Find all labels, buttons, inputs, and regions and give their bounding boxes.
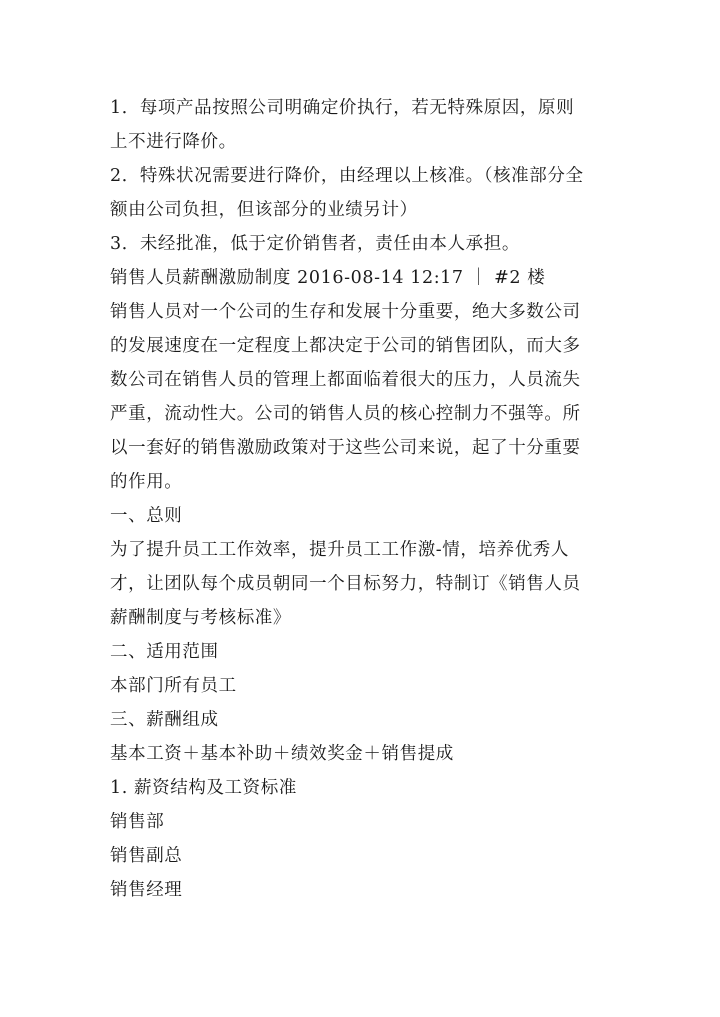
post-header: 销售人员薪酬激励制度 2016-08-14 12:17 ｜ #2 楼 (110, 268, 546, 288)
text-line: 2．特殊状况需要进行降价，由经理以上核准。（核准部分全 (110, 166, 584, 186)
text-line: 才，让团队每个成员朝同一个目标努力，特制订《销售人员 (110, 574, 581, 594)
text-line: 的作用。 (110, 472, 183, 492)
text-line: 严重，流动性大。公司的销售人员的核心控制力不强等。所 (110, 404, 581, 424)
text-line: 1．每项产品按照公司明确定价执行，若无特殊原因，原则 (110, 98, 575, 118)
text-line: 本部门所有员工 (110, 676, 237, 696)
text-line: 销售经理 (110, 880, 183, 900)
text-line: 的发展速度在一定程度上都决定于公司的销售团队，而大多 (110, 336, 581, 356)
text-line: 3．未经批准，低于定价销售者，责任由本人承担。 (110, 234, 520, 254)
text-line: 为了提升员工工作效率，提升员工工作激-情，培养优秀人 (110, 540, 570, 560)
text-line: 以一套好的销售激励政策对于这些公司来说，起了十分重要 (110, 438, 581, 458)
document-body (110, 91, 620, 907)
text-line: 销售副总 (110, 846, 183, 866)
section-heading: 三、薪酬组成 (110, 710, 219, 730)
text-line: 基本工资＋基本补助＋绩效奖金＋销售提成 (110, 744, 454, 764)
subsection-heading: 1. 薪资结构及工资标准 (110, 778, 297, 798)
text-line: 薪酬制度与考核标准》 (110, 608, 291, 628)
section-heading: 二、适用范围 (110, 642, 219, 662)
section-heading: 一、总则 (110, 506, 183, 526)
text-line: 销售部 (110, 812, 165, 832)
text-line: 上不进行降价。 (110, 132, 237, 152)
text-line: 额由公司负担，但该部分的业绩另计） (110, 200, 418, 220)
text-line: 数公司在销售人员的管理上都面临着很大的压力，人员流失 (110, 370, 581, 390)
text-line: 销售人员对一个公司的生存和发展十分重要，绝大多数公司 (110, 302, 581, 322)
